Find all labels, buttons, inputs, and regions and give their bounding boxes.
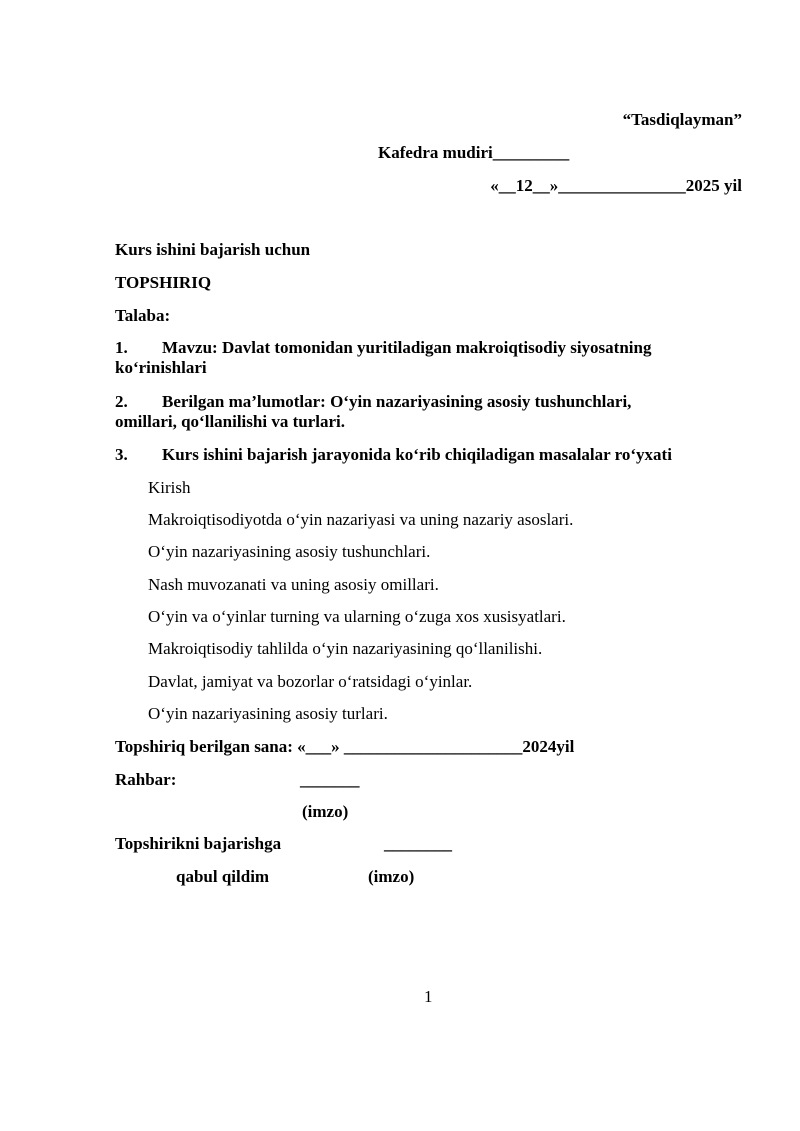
topic-item: O‘yin nazariyasining asosiy tushunchlari. bbox=[148, 542, 431, 561]
item-text: Mavzu: Davlat tomonidan yuritiladigan makroiqtisodiy siyosatning bbox=[162, 338, 652, 357]
item-text: Kurs ishini bajarish jarayonida ko‘rib chiqiladigan masalalar ro‘yxati bbox=[162, 445, 672, 464]
item-3 bbox=[115, 445, 672, 465]
supervisor-label: Rahbar: bbox=[115, 770, 177, 789]
accept-label-continuation: qabul qildim bbox=[176, 867, 270, 886]
approval-date-line: «__12__»_______________2025 yil bbox=[490, 176, 742, 195]
topic-item: Davlat, jamiyat va bozorlar o‘ratsidagi o‘yinlar. bbox=[148, 672, 473, 691]
accept-signature-caption: (imzo) bbox=[368, 867, 415, 886]
topic-item: Makroiqtisodiy tahlilda o‘yin nazariyasining qo‘llanilishi. bbox=[148, 639, 543, 658]
item-number: 1. bbox=[115, 338, 128, 357]
topic-item: Kirish bbox=[148, 478, 191, 497]
item-number: 3. bbox=[115, 445, 128, 464]
item-text: Berilgan ma’lumotlar: O‘yin nazariyasining asosiy tushunchlari, bbox=[162, 392, 632, 411]
item-number: 2. bbox=[115, 392, 128, 411]
item-2 bbox=[115, 392, 631, 412]
accept-signature-line: ________ bbox=[384, 834, 452, 853]
given-date-line: Topshiriq berilgan sana: «___» _____________________2024yil bbox=[115, 737, 575, 756]
topic-item: Nash muvozanati va uning asosiy omillari. bbox=[148, 575, 439, 594]
approval-title: “Tasdiqlayman” bbox=[622, 110, 742, 129]
item-1 bbox=[115, 338, 651, 358]
accept-label: Topshirikni bajarishga bbox=[115, 834, 282, 853]
student-label: Talaba: bbox=[115, 306, 171, 325]
topic-item: O‘yin nazariyasining asosiy turlari. bbox=[148, 704, 388, 723]
intro-line: Kurs ishini bajarish uchun bbox=[115, 240, 311, 259]
supervisor-signature-line: _______ bbox=[300, 770, 360, 789]
document-title: TOPSHIRIQ bbox=[115, 273, 212, 292]
department-head-line: Kafedra mudiri_________ bbox=[378, 143, 570, 162]
topic-item: Makroiqtisodiyotda o‘yin nazariyasi va uning nazariy asoslari. bbox=[148, 510, 574, 529]
topic-item: O‘yin va o‘yinlar turning va ularning o‘zuga xos xusisyatlari. bbox=[148, 607, 566, 626]
item-1-continuation: ko‘rinishlari bbox=[115, 358, 207, 377]
page-number: 1 bbox=[424, 987, 433, 1006]
item-2-continuation: omillari, qo‘llanilishi va turlari. bbox=[115, 412, 345, 431]
supervisor-signature-caption: (imzo) bbox=[302, 802, 349, 821]
